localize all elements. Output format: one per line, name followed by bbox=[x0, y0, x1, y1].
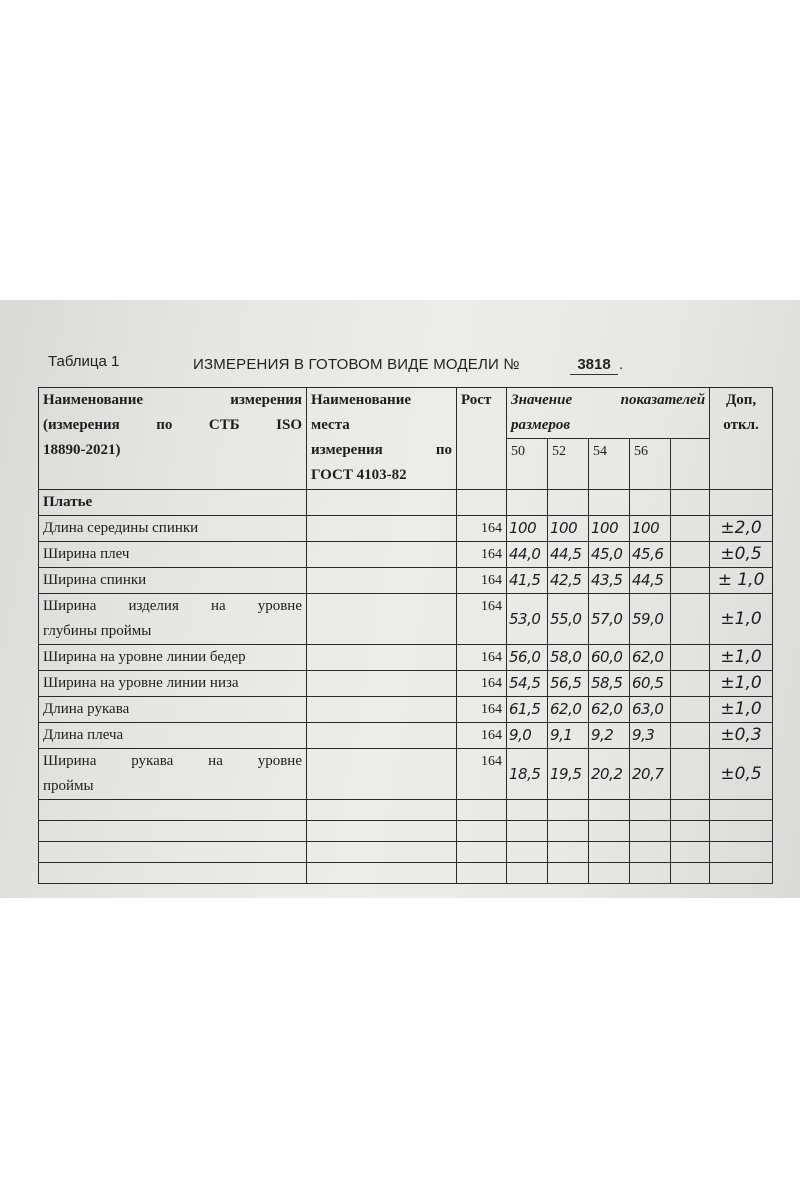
value-56: 60,5 bbox=[630, 671, 671, 697]
row-name: Ширина на уровне линии низа bbox=[39, 671, 307, 697]
table-row bbox=[39, 645, 773, 671]
row-place bbox=[307, 671, 457, 697]
value-52: 55,0 bbox=[548, 594, 589, 645]
document-photo bbox=[0, 300, 800, 898]
value-56: 62,0 bbox=[630, 645, 671, 671]
row-tolerance: ±1,0 bbox=[710, 697, 773, 723]
value-50: 100 bbox=[507, 516, 548, 542]
value-56: 100 bbox=[630, 516, 671, 542]
row-name: Длина рукава bbox=[39, 697, 307, 723]
value-54: 9,2 bbox=[589, 723, 630, 749]
value-54: 57,0 bbox=[589, 594, 630, 645]
row-place bbox=[307, 645, 457, 671]
size-50: 50 bbox=[507, 439, 548, 490]
value-extra bbox=[671, 516, 710, 542]
row-name: Ширина плеч bbox=[39, 542, 307, 568]
value-56: 20,7 bbox=[630, 749, 671, 800]
row-tolerance: ± 1,0 bbox=[710, 568, 773, 594]
value-56: 44,5 bbox=[630, 568, 671, 594]
row-height: 164 bbox=[457, 594, 507, 645]
size-extra bbox=[671, 439, 710, 490]
section-title: Платье bbox=[39, 490, 307, 516]
value-extra bbox=[671, 542, 710, 568]
row-tolerance: ±1,0 bbox=[710, 671, 773, 697]
row-place bbox=[307, 542, 457, 568]
value-50: 53,0 bbox=[507, 594, 548, 645]
value-54: 60,0 bbox=[589, 645, 630, 671]
row-place bbox=[307, 749, 457, 800]
table-row bbox=[39, 542, 773, 568]
value-50: 56,0 bbox=[507, 645, 548, 671]
row-place bbox=[307, 516, 457, 542]
table-row bbox=[39, 723, 773, 749]
row-height: 164 bbox=[457, 542, 507, 568]
value-54: 43,5 bbox=[589, 568, 630, 594]
value-54: 45,0 bbox=[589, 542, 630, 568]
value-extra bbox=[671, 594, 710, 645]
row-tolerance: ±0,5 bbox=[710, 542, 773, 568]
row-tolerance: ±1,0 bbox=[710, 594, 773, 645]
value-54: 20,2 bbox=[589, 749, 630, 800]
header-size-values: Значение показателей размеров bbox=[507, 388, 710, 439]
header-row-1 bbox=[39, 388, 773, 439]
table-label: Таблица 1 bbox=[48, 353, 120, 370]
value-extra bbox=[671, 671, 710, 697]
row-tolerance: ±1,0 bbox=[710, 645, 773, 671]
table-row bbox=[39, 568, 773, 594]
table-row bbox=[39, 671, 773, 697]
empty-row bbox=[39, 842, 773, 863]
table-row bbox=[39, 516, 773, 542]
row-name: Ширина на уровне линии бедер bbox=[39, 645, 307, 671]
value-50: 44,0 bbox=[507, 542, 548, 568]
size-56: 56 bbox=[630, 439, 671, 490]
value-52: 100 bbox=[548, 516, 589, 542]
row-place bbox=[307, 723, 457, 749]
row-height: 164 bbox=[457, 697, 507, 723]
row-place bbox=[307, 697, 457, 723]
value-50: 54,5 bbox=[507, 671, 548, 697]
value-50: 9,0 bbox=[507, 723, 548, 749]
row-name: Длина плеча bbox=[39, 723, 307, 749]
row-height: 164 bbox=[457, 645, 507, 671]
value-56: 59,0 bbox=[630, 594, 671, 645]
value-56: 9,3 bbox=[630, 723, 671, 749]
size-54: 54 bbox=[589, 439, 630, 490]
table-title: ИЗМЕРЕНИЯ В ГОТОВОМ ВИДЕ МОДЕЛИ № bbox=[193, 356, 520, 373]
value-extra bbox=[671, 749, 710, 800]
header-height: Рост bbox=[457, 388, 507, 490]
row-height: 164 bbox=[457, 568, 507, 594]
table-row bbox=[39, 749, 773, 800]
empty-row bbox=[39, 863, 773, 884]
row-name: Ширина изделия на уровне глубины проймы bbox=[39, 594, 307, 645]
table-row bbox=[39, 594, 773, 645]
table-caption bbox=[48, 353, 748, 377]
header-measurement-name: Наименование измерения (измерения по СТБ ISO 18890-2021) bbox=[39, 388, 307, 490]
row-place bbox=[307, 594, 457, 645]
row-place bbox=[307, 568, 457, 594]
table-row bbox=[39, 697, 773, 723]
value-extra bbox=[671, 723, 710, 749]
value-extra bbox=[671, 645, 710, 671]
header-tolerance: Доп, откл. bbox=[710, 388, 773, 490]
value-extra bbox=[671, 697, 710, 723]
value-56: 63,0 bbox=[630, 697, 671, 723]
size-52: 52 bbox=[548, 439, 589, 490]
row-name: Ширина спинки bbox=[39, 568, 307, 594]
value-50: 41,5 bbox=[507, 568, 548, 594]
empty-row bbox=[39, 800, 773, 821]
row-height: 164 bbox=[457, 723, 507, 749]
caption-dot: . bbox=[619, 356, 624, 373]
row-height: 164 bbox=[457, 749, 507, 800]
section-row bbox=[39, 490, 773, 516]
value-50: 18,5 bbox=[507, 749, 548, 800]
value-52: 44,5 bbox=[548, 542, 589, 568]
value-52: 58,0 bbox=[548, 645, 589, 671]
value-56: 45,6 bbox=[630, 542, 671, 568]
value-52: 19,5 bbox=[548, 749, 589, 800]
value-52: 9,1 bbox=[548, 723, 589, 749]
row-height: 164 bbox=[457, 516, 507, 542]
measurements-table bbox=[38, 387, 773, 884]
row-height: 164 bbox=[457, 671, 507, 697]
value-52: 42,5 bbox=[548, 568, 589, 594]
value-50: 61,5 bbox=[507, 697, 548, 723]
row-tolerance: ±2,0 bbox=[710, 516, 773, 542]
row-tolerance: ±0,3 bbox=[710, 723, 773, 749]
value-52: 56,5 bbox=[548, 671, 589, 697]
value-54: 100 bbox=[589, 516, 630, 542]
header-place-name: Наименование места измерения по ГОСТ 4103-82 bbox=[307, 388, 457, 490]
row-name: Ширина рукава на уровне проймы bbox=[39, 749, 307, 800]
value-extra bbox=[671, 568, 710, 594]
value-52: 62,0 bbox=[548, 697, 589, 723]
row-tolerance: ±0,5 bbox=[710, 749, 773, 800]
value-54: 62,0 bbox=[589, 697, 630, 723]
model-number: 3818 bbox=[570, 356, 618, 375]
value-54: 58,5 bbox=[589, 671, 630, 697]
empty-row bbox=[39, 821, 773, 842]
row-name: Длина середины спинки bbox=[39, 516, 307, 542]
